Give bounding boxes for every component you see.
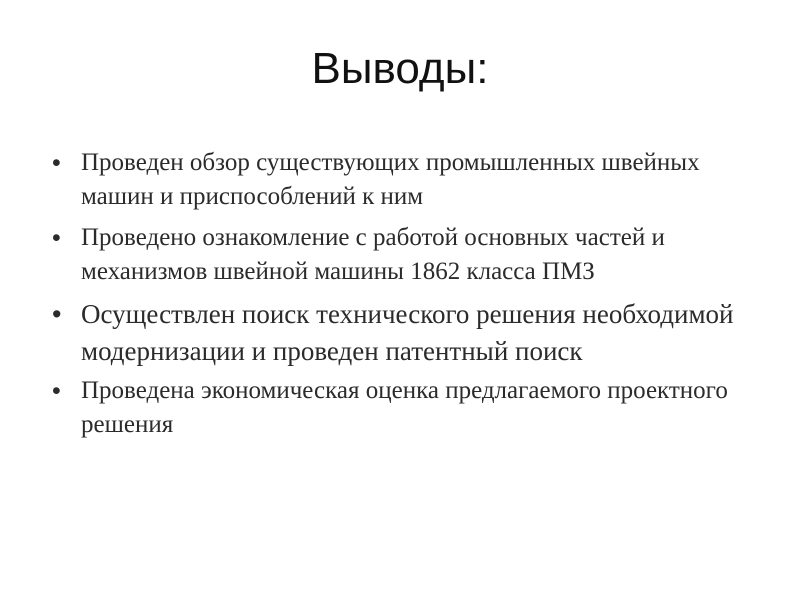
bullet-text: Проведено ознакомление с работой основных частей и механизмов швейной машины 1862 класса ПМЗ xyxy=(81,224,665,285)
bullet-marker: • xyxy=(52,224,61,252)
bullet-item-3 xyxy=(52,296,762,370)
slide-title: Выводы: xyxy=(311,44,489,93)
bullet-text: Проведен обзор существующих промышленных швейных машин и приспособлений к ним xyxy=(81,149,700,210)
bullet-item-2 xyxy=(52,221,762,289)
bullet-marker: • xyxy=(52,377,61,405)
bullet-item-4 xyxy=(52,374,762,442)
bullet-list xyxy=(52,146,762,449)
bullet-text: Проведена экономическая оценка предлагаемого проектного решения xyxy=(81,377,728,438)
bullet-item-1 xyxy=(52,146,762,214)
bullet-marker: • xyxy=(52,149,61,177)
bullet-text: Осуществлен поиск технического решения необходимой модернизации и проведен патентный поиск xyxy=(81,299,734,366)
bullet-marker: • xyxy=(52,299,62,329)
